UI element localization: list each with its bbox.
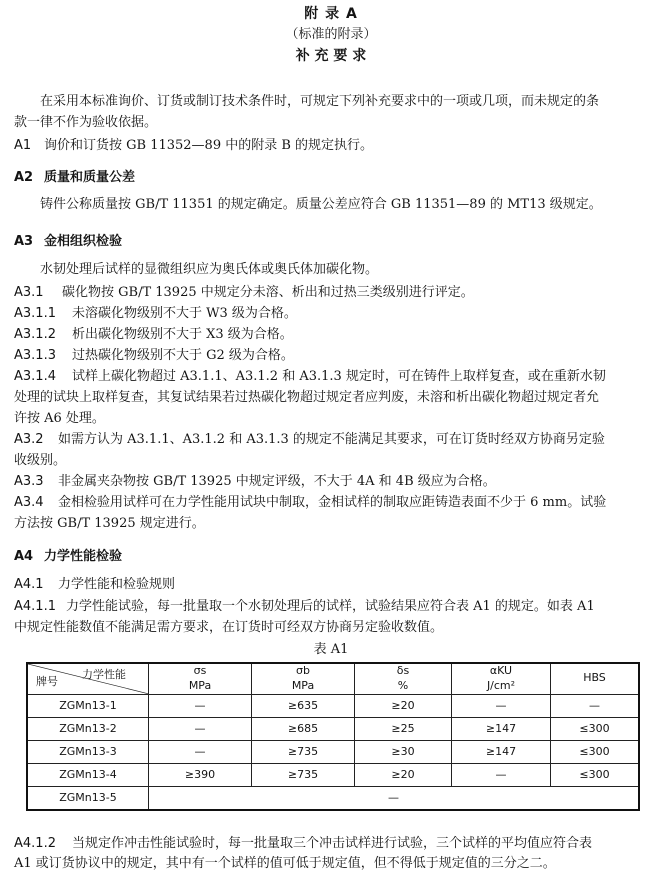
a4-1-text: 力学性能和检验规则 (58, 577, 176, 592)
a3-1-4-number: A3.1.4 (14, 369, 56, 384)
grade-cell: ZGMn13-1 (27, 694, 149, 717)
a3-2-line-2: 收级别。 (14, 453, 67, 468)
value-cell: ≥25 (355, 717, 452, 740)
a3-2-number: A3.2 (14, 432, 44, 447)
col-header-impact (452, 663, 551, 694)
value-cell: ≥30 (355, 740, 452, 763)
a3-title: 金相组织检验 (44, 234, 123, 249)
value-cell: — (452, 763, 551, 786)
appendix-title: 补 充 要 求 (295, 48, 367, 64)
value-cell: ≥147 (452, 717, 551, 740)
col-symbol: αKU (489, 664, 513, 677)
a3-3-number: A3.3 (14, 474, 44, 489)
value-cell: ≥20 (355, 694, 452, 717)
a4-1-1-line-2: 中规定性能数值不能满足需方要求，在订货时可经双方协商另定验收数值。 (14, 620, 444, 635)
value-cell: ≤300 (551, 740, 640, 763)
value-cell: ≥390 (149, 763, 252, 786)
col-symbol: δs (396, 664, 410, 677)
a4-1-2-number: A4.1.2 (14, 836, 56, 851)
value-cell: ≥735 (252, 740, 355, 763)
value-cell: — (149, 740, 252, 763)
value-cell: — (149, 694, 252, 717)
a3-1-3-line-1: 过热碳化物级别不大于 G2 级为合格。 (72, 348, 294, 363)
a4-title: 力学性能检验 (44, 549, 123, 564)
table-row (27, 694, 639, 717)
col-header-yield (149, 663, 252, 694)
a2-text: 铸件公称质量按 GB/T 11351 的规定确定。质量公差应符合 GB 11351—89 的 MT13 级规定。 (40, 197, 602, 212)
a3-1-number: A3.1 (14, 285, 44, 300)
col-header-hardness (551, 663, 640, 694)
grade-cell: ZGMn13-3 (27, 740, 149, 763)
a4-1-1-line-1: 力学性能试验，每一批量取一个水韧处理后的试样，试验结果应符合表 A1 的规定。如表 A1 (66, 599, 595, 614)
a4-1-number: A4.1 (14, 577, 44, 592)
grade-cell: ZGMn13-5 (27, 786, 149, 810)
intro-line-1: 在采用本标准询价、订货或制订技术条件时，可规定下列补充要求中的一项或几项，而未规定的条 (40, 94, 600, 109)
a3-1-4-line-3: 许按 A6 处理。 (14, 411, 105, 426)
value-cell: ≥735 (252, 763, 355, 786)
col-unit: MPa (291, 678, 315, 692)
intro-line-2: 款一律不作为验收依据。 (14, 115, 158, 130)
col-symbol: σb (296, 664, 310, 677)
value-cell: ≤300 (551, 763, 640, 786)
value-cell: ≥147 (452, 740, 551, 763)
value-cell: ≥635 (252, 694, 355, 717)
value-cell: — (551, 694, 640, 717)
table-corner-cell (27, 663, 149, 694)
appendix-note: （标准的附录） (285, 27, 377, 42)
col-symbol: HBS (583, 671, 606, 685)
value-cell: ≥20 (355, 763, 452, 786)
col-unit: MPa (188, 678, 212, 692)
a2-title: 质量和质量公差 (44, 170, 136, 185)
a1-text: 询价和订货按 GB 11352—89 中的附录 B 的规定执行。 (44, 138, 374, 153)
a4-number: A4 (14, 549, 34, 564)
a3-4-line-2: 方法按 GB/T 13925 规定进行。 (14, 516, 205, 531)
grade-cell: ZGMn13-2 (27, 717, 149, 740)
corner-label-grade: 牌号 (36, 674, 58, 688)
a4-1-1-number: A4.1.1 (14, 599, 56, 614)
table-row (27, 717, 639, 740)
a3-1-2-number: A3.1.2 (14, 327, 56, 342)
table-caption: 表 A1 (313, 642, 349, 657)
merged-value-cell: — (149, 786, 640, 810)
a3-1-1-line-1: 未溶碳化物级别不大于 W3 级为合格。 (72, 306, 297, 321)
a3-1-1-number: A3.1.1 (14, 306, 56, 321)
a3-intro: 水韧处理后试样的显微组织应为奥氏体或奥氏体加碳化物。 (40, 262, 379, 277)
value-cell: — (149, 717, 252, 740)
a3-3-line-1: 非金属夹杂物按 GB/T 13925 中规定评级，不大于 4A 和 4B 级应为合格。 (58, 474, 496, 489)
table-row (27, 740, 639, 763)
value-cell: ≥685 (252, 717, 355, 740)
a3-number: A3 (14, 234, 34, 249)
a3-1-4-line-1: 试样上碳化物超过 A3.1.1、A3.1.2 和 A3.1.3 规定时，可在铸件上取样复查，或在重新水韧 (72, 369, 606, 384)
a3-1-3-number: A3.1.3 (14, 348, 56, 363)
table-row (27, 763, 639, 786)
a1-number: A1 (14, 138, 32, 153)
a3-1-2-line-1: 析出碳化物级别不大于 X3 级为合格。 (72, 327, 293, 342)
col-unit: J/cm² (486, 678, 516, 692)
table-header-row (27, 663, 639, 694)
a3-4-line-1: 金相检验用试样可在力学性能用试块中制取，金相试样的制取应距铸造表面不少于 6 mm。试验 (58, 495, 607, 510)
a2-number: A2 (14, 170, 34, 185)
value-cell: ≤300 (551, 717, 640, 740)
table-a1 (26, 662, 640, 811)
col-header-elongation (355, 663, 452, 694)
a3-1-line-1: 碳化物按 GB/T 13925 中规定分未溶、析出和过热三类级别进行评定。 (62, 285, 474, 300)
col-header-tensile (252, 663, 355, 694)
table-row (27, 786, 639, 810)
a4-1-2-line-1: 当规定作冲击性能试验时，每一批量取三个冲击试样进行试验，三个试样的平均值应符合表 (72, 836, 593, 851)
a3-1-4-line-2: 处理的试块上取样复查，其复试结果若过热碳化物超过规定者应判废，未溶和析出碳化物超过规定者允 (14, 390, 600, 405)
corner-label-properties: 力学性能 (82, 668, 126, 681)
a4-1-2-line-2: A1 或订货协议中的规定，其中有一个试样的值可低于规定值，但不得低于规定值的三分之二。 (14, 856, 556, 871)
a3-2-line-1: 如需方认为 A3.1.1、A3.1.2 和 A3.1.3 的规定不能满足其要求，可在订货时经双方协商另定验 (58, 432, 605, 447)
value-cell: — (452, 694, 551, 717)
col-symbol: σs (193, 664, 207, 677)
grade-cell: ZGMn13-4 (27, 763, 149, 786)
a3-4-number: A3.4 (14, 495, 44, 510)
appendix-heading: 附 录 A (304, 6, 358, 22)
col-unit: % (397, 678, 409, 692)
